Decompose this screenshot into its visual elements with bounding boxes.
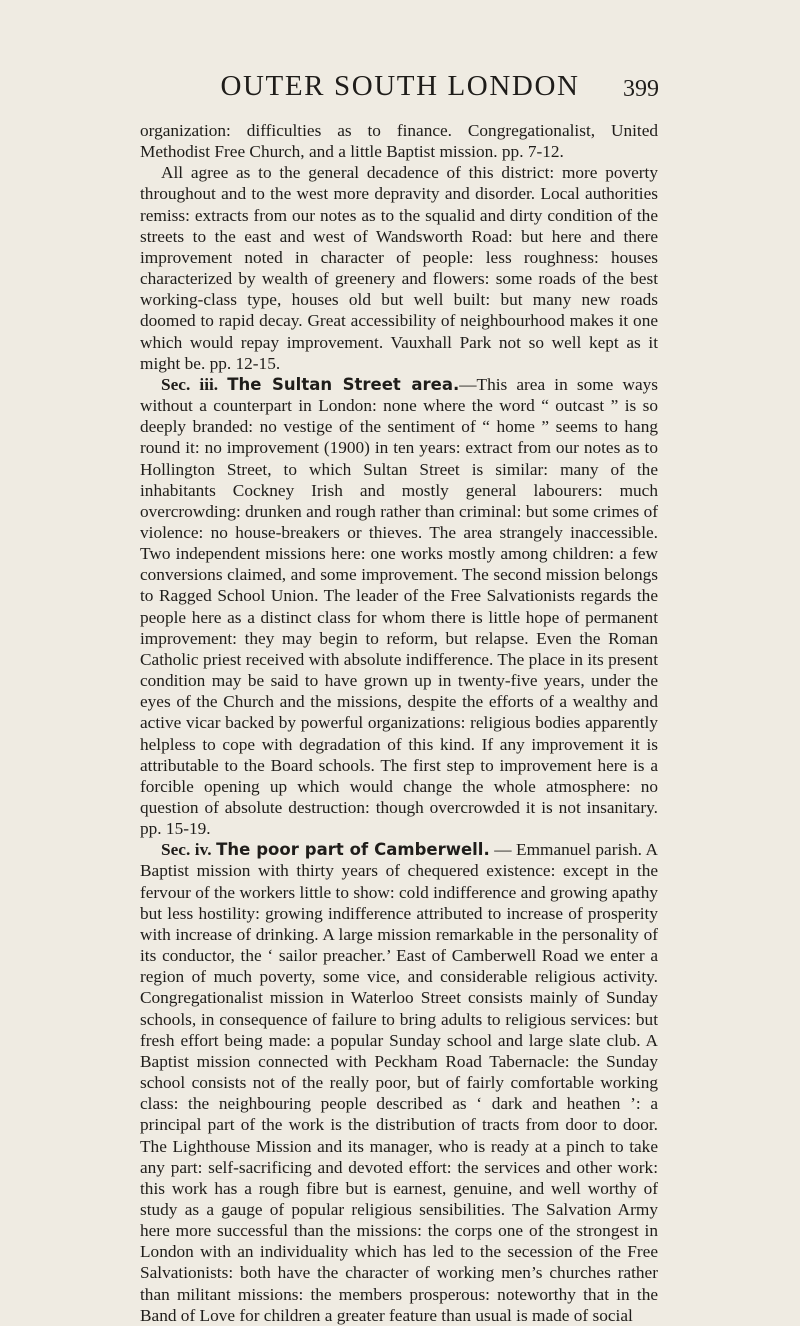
section-iii-text: —This area in some ways without a counterpart in London: none where the word “ outcast ” is so deeply branded: no vestige of the sentiment of “ home ” seems to hang round it: no improvement (1900) in ten years: extract from our notes as to Hollington Street, to which Sultan Street is similar: many of the inhabitants Cockney Irish and mostly general labourers: much overcrowding: drunken and rough rather than criminal: but some crimes of violence: no house-breakers or thieves. The area strangely inaccessible. Two independent missions here: one works mostly among children: a few conversions claimed, and some improvement. The second mission belongs to Ragged School Union. The leader of the Free Salvationists regards the people here as a distinct class for whom there is little hope of permanent improvement: they may begin to reform, but relapse. Even the Roman Catholic priest received with absolute indifference. The place in its present condition may be said to have grown up in twenty-five years, under the eyes of the Church and the missions, despite the efforts of a wealthy and active vicar backed by powerful organizations: religious bodies apparently helpless to cope with degradation of this kind. If any improvement it is attributable to the Board schools. The first step to improvement here is a forcible opening up which would change the whole atmosphere: no question of absolute destruction: though overcrowded it is not insanitary. pp. 15-19. <box>140 374 658 839</box>
body-text <box>140 120 658 1326</box>
page-number: 399 <box>623 76 659 102</box>
section-iv <box>140 839 658 1326</box>
section-iv-text: — Emmanuel parish. A Baptist mission with thirty years of chequered existence: except in the fervour of the workers little to show: cold indifference and growing apathy but less hostility: growing indifference attributed to increase of prosperity with increase of drinking. A large mission remarkable in the personality of its conductor, the ‘ sailor preacher.’ East of Camberwell Road we enter a region of much poverty, some vice, and considerable religious activity. Congregationalist mission in Waterloo Street consists mainly of Sunday schools, in consequence of failure to bring adults to religious services: but fresh effort being made: a popular Sunday school and large slate club. A Baptist mission connected with Peckham Road Tabernacle: the Sunday school consists not of the really poor, but of fairly comfortable working class: the neighbouring people described as ‘ dark and heathen ’: a principal part of the work is the distribution of tracts from door to door. The Lighthouse Mission and its manager, who is ready at a pinch to take any part: self-sacrificing and devoted effort: the services and other work: this work has a rough fibre but is earnest, genuine, and well worthy of study as a gauge of popular religious sensibilities. The Salvation Army here more successful than the missions: the corps one of the strongest in London with an individuality which has led to the secession of the Free Salvationists: both have the character of working men’s churches rather than militant missions: the members prosperous: noteworthy that in the Band of Love for children a greater feature than usual is made of social <box>140 840 658 1325</box>
paragraph-continuation: organization: difficulties as to finance. Congregationalist, United Methodist Free Church, and a little Baptist mission. pp. 7-12. <box>140 121 658 162</box>
page-header <box>0 68 800 108</box>
section-iv-title: The poor part of Camberwell. <box>216 840 490 860</box>
paragraph-decadence: All agree as to the general decadence of this district: more poverty throughout and to the west more depravity and disorder. Local authorities remiss: extracts from our notes as to the squalid and dirty condition of the streets to the east and west of Wandsworth Road: but here and there improvement noted in character of people: less roughness: houses characterized by wealth of greenery and flowers: some roads of the best working-class type, houses old but well built: but many new roads doomed to rapid decay. Great accessibility of neighbourhood makes it one which would repay improvement. Vauxhall Park not so well kept as it might be. pp. 12-15. <box>140 163 658 373</box>
section-iv-label: Sec. iv. <box>161 840 212 860</box>
section-iii-title: The Sultan Street area. <box>227 374 460 394</box>
running-head: OUTER SOUTH LONDON <box>220 70 580 102</box>
section-iii <box>140 374 658 839</box>
section-iii-label: Sec. iii. <box>161 374 219 394</box>
